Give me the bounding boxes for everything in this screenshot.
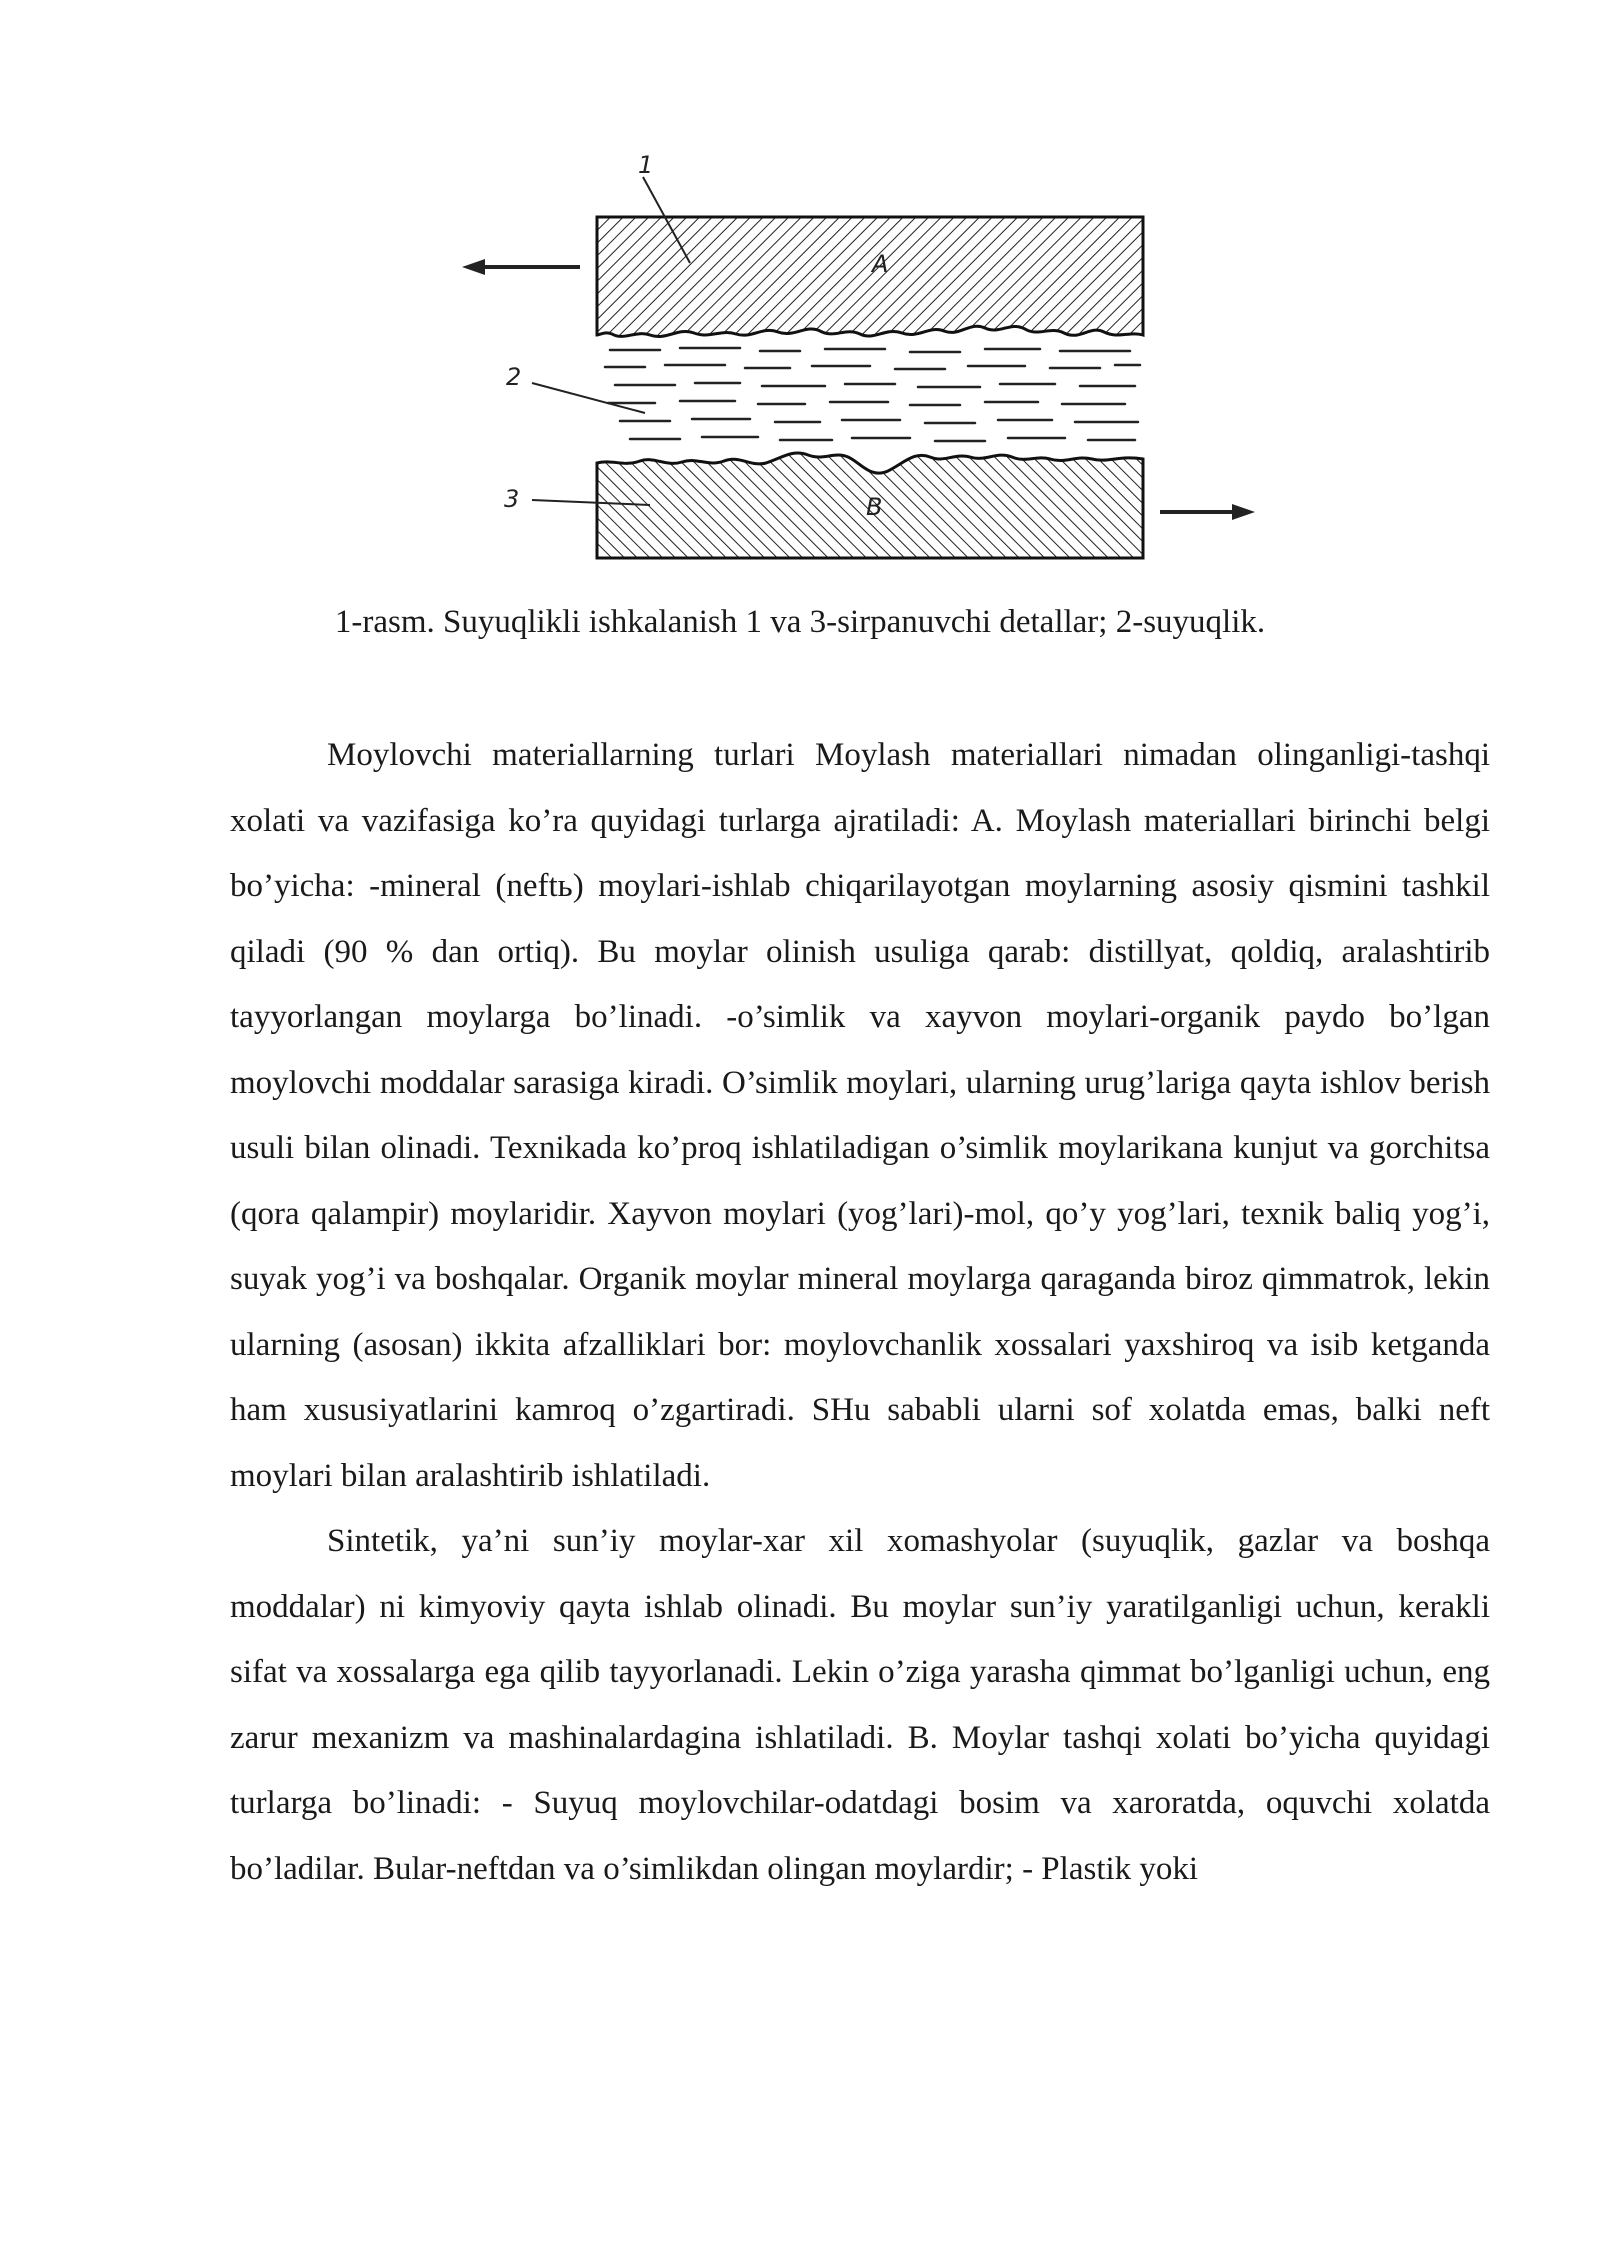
lubricant-layer <box>605 348 1140 441</box>
upper-sliding-part <box>597 217 1143 337</box>
label-b: B <box>866 493 883 521</box>
leader-line-2 <box>532 383 645 413</box>
arrow-left-icon <box>462 259 580 275</box>
label-3: 3 <box>504 485 520 513</box>
arrow-right-icon <box>1160 504 1255 520</box>
paragraph-synthetic-oils: Sintetik, ya’ni sun’iy moylar-xar xil xomashyolar (suyuqlik, gazlar va boshqa moddalar) ni kimyoviy qayta ishlab olinadi. Bu moylar sun’iy yaratilganligi uchun, kerakli sifat va xossalarga ega qilib tayyorlanadi. Lekin o’ziga yarasha qimmat bo’lganligi uchun, eng zarur mexanizm va mashinalardagina ishlatiladi. B. Moylar tashqi xolati bo’yicha quyidagi turlarga bo’linadi: - Suyuq moylovchilar-odatdagi bosim va xaroratda, oquvchi xolatda bo’ladilar. Bular-neftdan va o’simlikdan olingan moylardir; - Plastik yoki <box>230 1523 1490 1887</box>
paragraph-lubricant-types: Moylovchi materiallarning turlari Moylash materiallari nimadan olinganligi-tashqi xolati va vazifasiga ko’ra quyidagi turlarga ajratiladi: A. Moylash materiallari birinchi belgi bo’yicha: -mineral (neftь) moylari-ishlab chiqarilayotgan moylarning asosiy qismini tashkil qiladi (90 % dan ortiq). Bu moylar olinish usuliga qarab: distillyat, qoldiq, aralashtirib tayyorlangan moylarga bo’linadi. -o’simlik va xayvon moylari-organik paydo bo’lgan moylovchi moddalar sarasiga kiradi. O’simlik moylari, ularning urug’lariga qayta ishlov berish usuli bilan olinadi. Texnikada ko’proq ishlatiladigan o’simlik moylarikana kunjut va gorchitsa (qora qalampir) moylaridir. Xayvon moylari (yog’lari)-mol, qo’y yog’lari, texnik baliq yog’i, suyak yog’i va boshqalar. Organik moylar mineral moylarga qaraganda biroz qimmatrok, lekin ularning (asosan) ikkita afzalliklari bor: moylovchanlik xossalari yaxshiroq va isib ketganda ham xususiyatlarini kamroq o’zgartiradi. SHu sababli ularni sof xolatda emas, balki neft moylari bilan aralashtirib ishlatiladi. <box>230 737 1490 1494</box>
friction-diagram <box>440 145 1270 575</box>
label-2: 2 <box>506 363 522 391</box>
body-text <box>230 723 1490 1902</box>
label-a: A <box>872 250 889 278</box>
friction-diagram-svg <box>440 145 1270 575</box>
label-1: 1 <box>638 151 654 179</box>
figure-caption: 1-rasm. Suyuqlikli ishkalanish 1 va 3-sirpanuvchi detallar; 2-suyuqlik. <box>334 604 1266 640</box>
